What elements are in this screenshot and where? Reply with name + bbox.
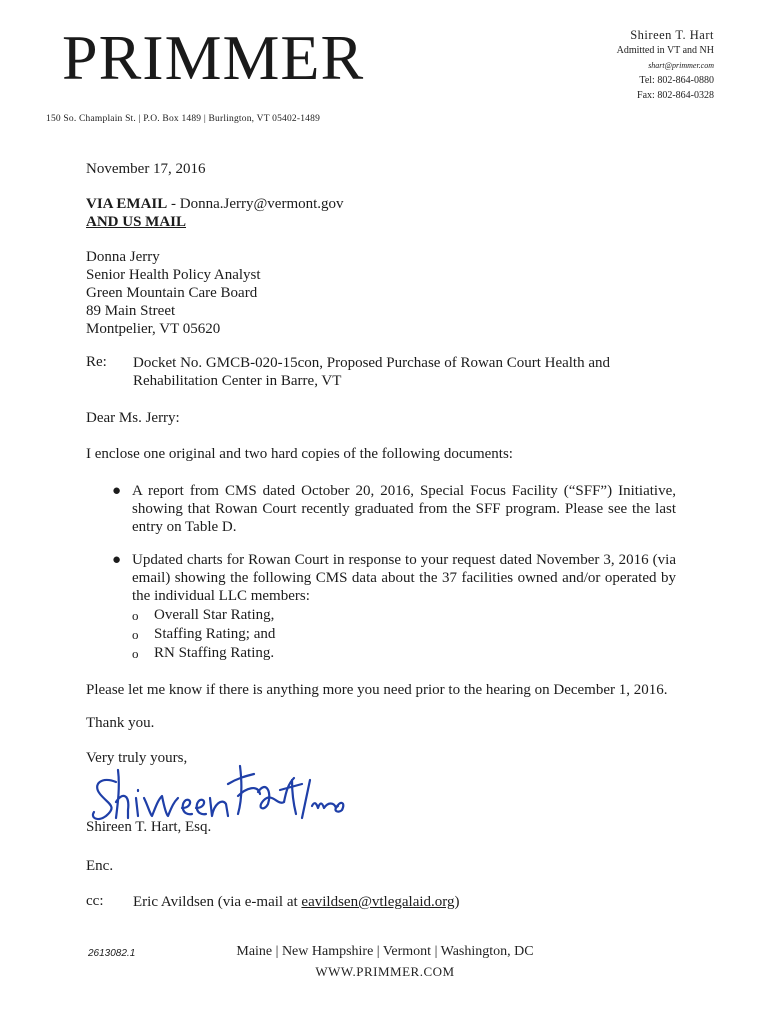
bullet-icon: ● [112, 483, 122, 499]
footer-website: WWW.PRIMMER.COM [315, 964, 455, 979]
firm-address: 150 So. Champlain St. | P.O. Box 1489 | Burlington, VT 05402-1489 [46, 114, 321, 124]
delivery-mail-line [86, 213, 686, 231]
list-item [112, 551, 676, 605]
via-email-address: Donna.Jerry@vermont.gov [179, 196, 344, 212]
recipient-name: Donna Jerry [86, 249, 160, 265]
cc-text: Eric Avildsen (via e-mail at [133, 894, 302, 910]
us-mail-label: AND US MAIL [86, 214, 187, 230]
closing-paragraph: Please let me know if there is anything more you need prior to the hearing on December 1, 2016. [86, 682, 668, 698]
handwritten-signature [88, 762, 348, 826]
recipient-title: Senior Health Policy Analyst [86, 267, 261, 283]
intro-paragraph: I enclose one original and two hard copies of the following documents: [86, 446, 513, 462]
salutation: Dear Ms. Jerry: [86, 410, 180, 426]
footer-offices: Maine | New Hampshire | Vermont | Washington, DC [236, 944, 534, 959]
recipient-organization: Green Mountain Care Board [86, 285, 258, 301]
letter-date: November 17, 2016 [86, 161, 206, 177]
fax: Fax: 802-864-0328 [637, 90, 714, 101]
recipient-street: 89 Main Street [86, 303, 176, 319]
bullet-text: A report from CMS dated October 20, 2016, Special Focus Facility (“SFF”) Initiative, showing that Rowan Court recently graduated from the SFF program. Please see the last entry on Table D. [132, 483, 676, 535]
sub-list-item [132, 606, 275, 625]
bullet-icon: ● [112, 552, 122, 568]
attorney-email: shart@primmer.com [648, 61, 714, 70]
sub-item-text: Overall Star Rating, [154, 607, 275, 623]
attorney-contact-block [617, 28, 714, 103]
bullet-text: Updated charts for Rowan Court in response to your request dated November 3, 2016 (via email) showing the following CMS data about the 37 facilities owned and/or operated by the individual LLC members: [132, 552, 676, 604]
via-email-sep: - [167, 196, 180, 212]
circle-bullet-icon: o [132, 627, 139, 642]
sub-item-text: RN Staffing Rating. [154, 645, 275, 661]
list-item [112, 482, 676, 536]
cc-email-link[interactable]: eavildsen@vtlegalaid.org [301, 894, 455, 910]
firm-logo: PRIMMER [62, 22, 365, 93]
cc-line [133, 893, 633, 911]
telephone: Tel: 802-864-0880 [639, 75, 714, 86]
document-number: 2613082.1 [88, 948, 136, 959]
sub-list-item [132, 644, 275, 663]
via-email-label: VIA EMAIL [86, 196, 168, 212]
sub-item-text: Staffing Rating; and [154, 626, 276, 642]
thanks-line: Thank you. [86, 715, 155, 731]
recipient-city: Montpelier, VT 05620 [86, 321, 221, 337]
re-subject: Docket No. GMCB-020-15con, Proposed Purchase of Rowan Court Health and Rehabilitation Center in Barre, VT [133, 355, 611, 389]
re-label: Re: [86, 354, 107, 370]
attorney-name: Shireen T. Hart [630, 28, 714, 42]
cc-close: ) [454, 894, 460, 910]
cc-label: cc: [86, 893, 104, 909]
signer-name: Shireen T. Hart, Esq. [86, 819, 212, 835]
recipient-block [86, 248, 686, 338]
enclosure-line: Enc. [86, 858, 114, 874]
circle-bullet-icon: o [132, 646, 139, 661]
sub-list-item [132, 625, 276, 644]
valediction: Very truly yours, [86, 750, 188, 766]
circle-bullet-icon: o [132, 608, 139, 623]
delivery-email-line [86, 195, 686, 213]
admitted-line: Admitted in VT and NH [616, 45, 714, 56]
